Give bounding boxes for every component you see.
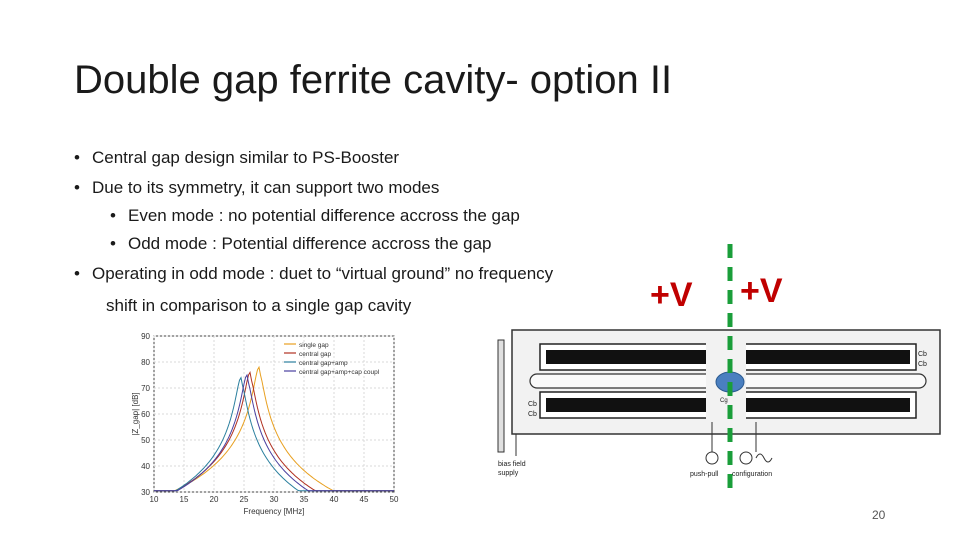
cb-label-upper-right-2: Cb [918,361,927,368]
cb-label-upper-right-1: Cb [918,351,927,358]
impedance-chart [120,328,410,520]
y-tick-label: 40 [141,462,150,471]
cb-label-lower-left-2: Cb [528,411,537,418]
push-pull-label: push-pull [690,471,719,478]
sub-bullet-2 [110,234,492,254]
configuration-label: configuration [732,471,773,478]
legend-entry: central gap+amp+cap coupl [299,369,380,376]
bullet-1 [74,148,399,168]
bullet-text: Operating in odd mode : duet to “virtual ground” no frequency [92,264,554,283]
right-source-icon [740,452,752,464]
bullet-marker: • [74,178,80,197]
x-tick-label: 25 [239,495,249,504]
bullet-3-continuation: shift in comparison to a single gap cavity [106,296,412,315]
plus-v-right-label: +V [740,272,783,310]
x-tick-label: 30 [269,495,279,504]
slide-title: Double gap ferrite cavity- option II [74,58,673,102]
y-tick-label: 30 [141,488,150,497]
bullet-text: Odd mode : Potential difference accross the gap [128,234,492,253]
cb-label-lower-left-1: Cb [528,401,537,408]
bullet-2 [74,178,439,198]
bias-field-label: bias field [498,461,526,468]
bullet-text: Due to its symmetry, it can support two modes [92,178,440,197]
legend-entry: central gap [299,351,332,358]
x-tick-label: 15 [179,495,189,504]
x-tick-label: 40 [329,495,339,504]
bullet-marker: • [74,148,80,167]
left-bar [498,340,504,452]
bullet-marker: • [110,234,116,253]
left-source-icon [706,452,718,464]
bullet-marker: • [74,264,80,283]
x-tick-label: 35 [299,495,309,504]
cg-label: Cg [720,398,728,404]
legend-entry: central gap+amp [299,360,348,367]
plus-v-left-label: +V [650,276,693,314]
y-tick-label: 90 [141,332,150,341]
ac-source-icon [756,454,772,462]
y-tick-label: 60 [141,410,150,419]
symmetry-axis [720,244,740,494]
sub-bullet-1 [110,206,520,226]
page-number: 20 [872,508,886,522]
y-tick-label: 80 [141,358,150,367]
supply-label: supply [498,470,519,477]
bullet-text: Even mode : no potential difference accross the gap [128,206,520,225]
bullet-text: Central gap design similar to PS-Booster [92,148,400,167]
x-tick-label: 50 [389,495,399,504]
x-axis-label: Frequency [MHz] [243,507,305,516]
x-tick-label: 45 [359,495,369,504]
x-tick-label: 10 [149,495,159,504]
y-tick-label: 70 [141,384,150,393]
cavity-schematic [494,326,944,486]
y-axis-label: |Z_gap| [dB] [131,392,140,436]
x-tick-label: 20 [209,495,219,504]
legend-entry: single gap [299,342,329,349]
bullet-3 [74,264,553,284]
bullet-marker: • [110,206,116,225]
y-tick-label: 50 [141,436,150,445]
